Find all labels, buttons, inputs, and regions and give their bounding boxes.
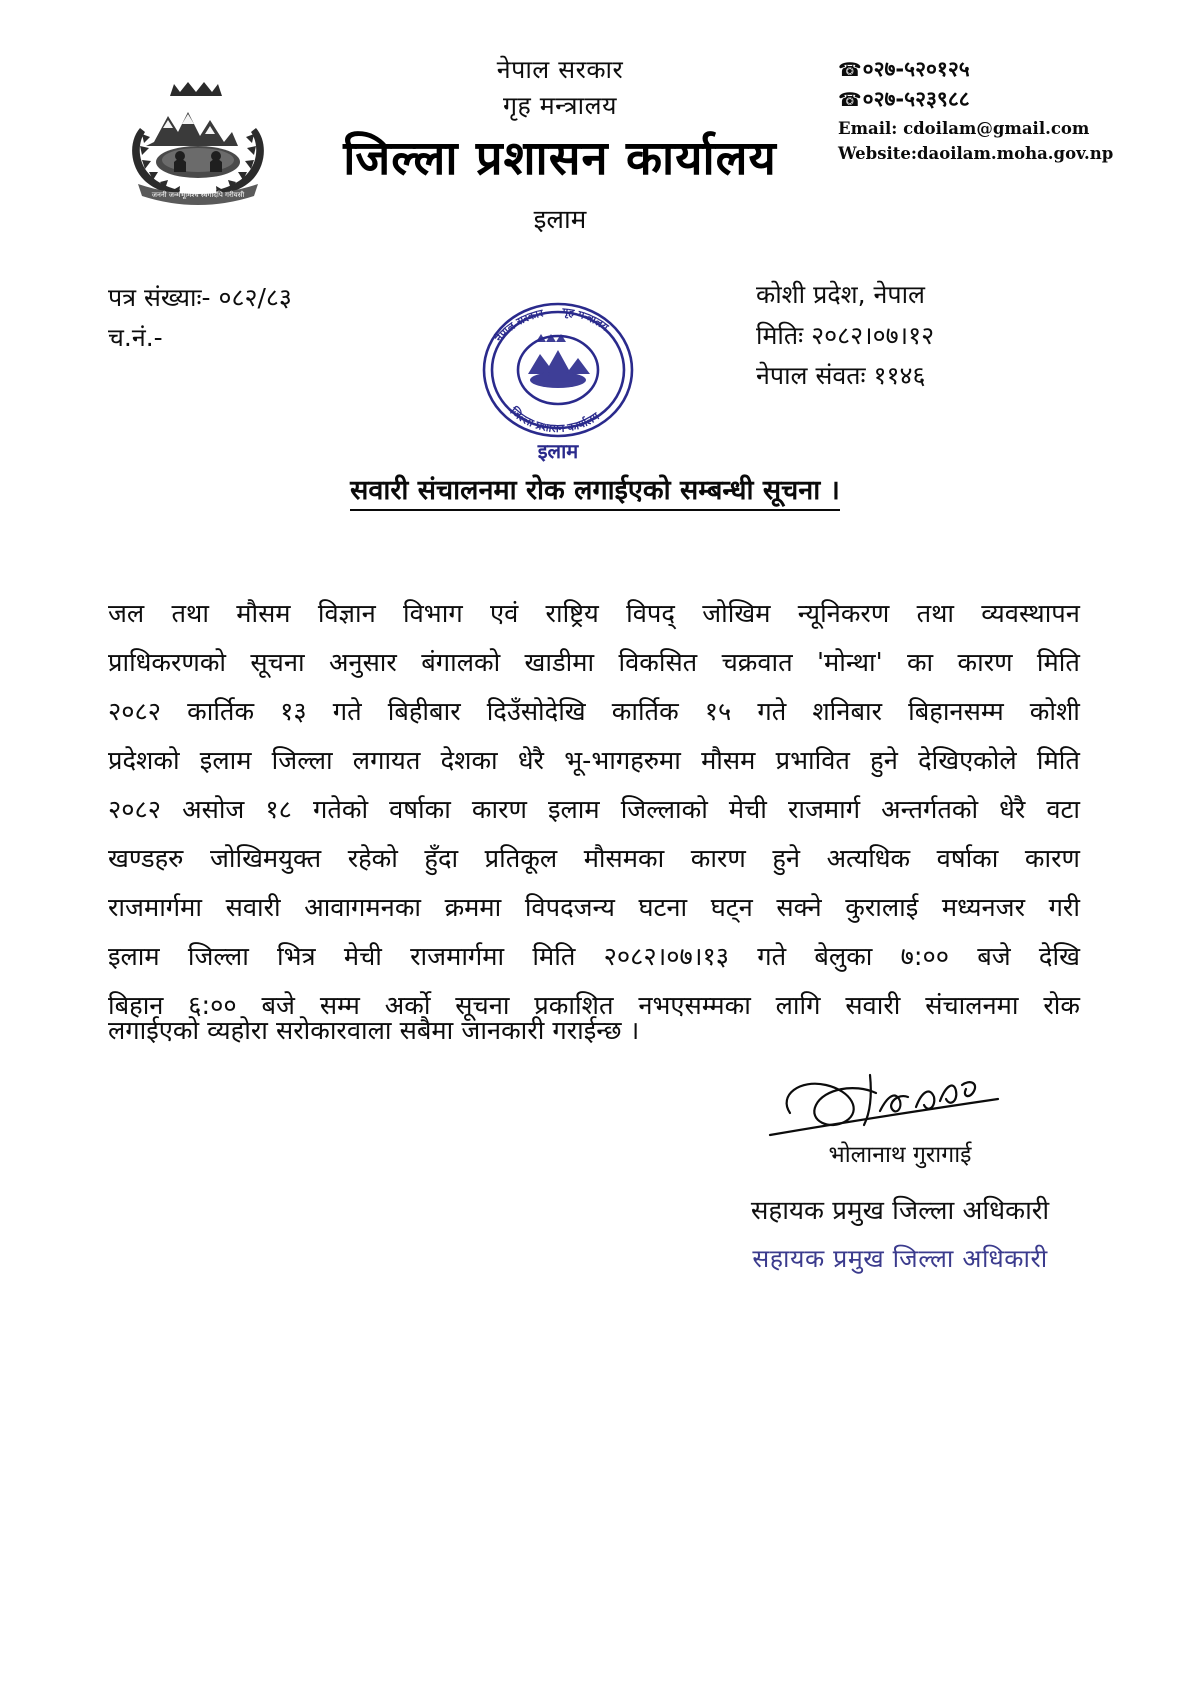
- body-line: [108, 725, 1080, 774]
- body-word: अन्तर्गतको: [881, 794, 979, 825]
- body-word: जल: [108, 598, 145, 629]
- notice-subject-heading: [0, 470, 1190, 507]
- body-word: हुँदा: [424, 843, 459, 874]
- nepal-government-emblem-icon: [118, 70, 278, 215]
- body-word: कारण: [1024, 843, 1080, 874]
- body-word: संचालनमा: [925, 990, 1019, 1021]
- body-word: देखि: [1038, 941, 1080, 972]
- body-word: बंगालको: [421, 647, 501, 678]
- body-word: मौसम: [701, 745, 756, 776]
- body-word: धेरै: [999, 794, 1026, 825]
- body-line: [108, 823, 1080, 872]
- official-office-seal-icon: [458, 282, 658, 452]
- body-line: [108, 970, 1080, 1019]
- body-word: सवारी: [845, 990, 901, 1021]
- body-word: वटा: [1046, 794, 1080, 825]
- seal-text-top: नेपाल सरकार: [493, 307, 545, 345]
- seal-text-ministry: गृह मन्त्रालय: [561, 306, 611, 334]
- body-word: हुने: [870, 745, 898, 776]
- body-word: असोज: [182, 794, 245, 825]
- body-word: का: [906, 647, 934, 678]
- body-word: २०८२।०७।१३: [603, 941, 730, 972]
- body-word: बिहानसम्म: [908, 696, 1004, 727]
- body-word: एवं: [489, 598, 519, 629]
- body-word: रोक: [1043, 990, 1080, 1021]
- body-word: कारण: [957, 647, 1013, 678]
- body-line: [108, 872, 1080, 921]
- body-line: [108, 627, 1080, 676]
- government-name-line-1: नेपाल सरकार: [496, 55, 624, 84]
- body-word: जिल्ला: [271, 745, 333, 776]
- ministry-name-line-2: गृह मन्त्रालय: [502, 91, 618, 121]
- body-word: बजे: [261, 990, 295, 1021]
- body-word: लगायत: [352, 745, 421, 776]
- body-word: भित्र: [277, 941, 316, 972]
- body-word: नभएसम्मका: [638, 990, 751, 1021]
- body-word: मेची: [343, 941, 382, 972]
- phone-number-2-row: [838, 85, 1168, 115]
- body-word: मौसमका: [583, 843, 665, 874]
- body-word: कार्तिक: [611, 696, 679, 727]
- body-word: कारण: [471, 794, 527, 825]
- contact-information-block: [838, 55, 1168, 165]
- document-header: [0, 0, 1190, 270]
- nepal-sambat-date: नेपाल संवतः ११४६: [756, 361, 926, 390]
- bikram-sambat-date: मितिः २०८२।०७।१२: [756, 320, 935, 350]
- body-word: देशका: [440, 745, 498, 776]
- body-word: 'मोन्था': [817, 647, 883, 678]
- body-word: राजमार्गमा: [410, 941, 505, 972]
- handwritten-signature-icon: [700, 1055, 1100, 1135]
- body-word: प्रभावित: [775, 745, 850, 776]
- body-word: बिहान: [108, 990, 164, 1021]
- body-word: बेलुका: [814, 941, 873, 972]
- body-word: बजे: [977, 941, 1011, 972]
- body-word: गरी: [1048, 892, 1080, 923]
- body-word: जिल्ला: [187, 941, 249, 972]
- body-word: वर्षाका: [936, 843, 999, 874]
- chalani-number: च.नं.-: [108, 323, 163, 352]
- date-and-province-block: [756, 275, 934, 397]
- body-word: वर्षाका: [389, 794, 451, 825]
- designation-rubber-stamp: सहायक प्रमुख जिल्ला अधिकारी: [752, 1244, 1048, 1273]
- phone-number-2: ०२७-५२३९८८: [862, 86, 970, 111]
- body-line: [108, 921, 1080, 970]
- svg-text:जननी जन्मभूमिश्च स्वर्गादपि गर: जननी जन्मभूमिश्च स्वर्गादपि गरीयसी: [151, 191, 245, 199]
- body-word: प्राधिकरणको: [108, 647, 227, 678]
- website-address: Website:daoilam.moha.gov.np: [838, 144, 1114, 164]
- body-word: गते: [332, 696, 362, 727]
- body-word: मिति: [1036, 745, 1080, 776]
- body-word: देखिएकोले: [918, 745, 1017, 776]
- body-word: दिउँसोदेखि: [486, 696, 586, 727]
- seal-district-label: इलाम: [537, 439, 579, 463]
- body-word: इलाम: [547, 794, 600, 825]
- body-word: सक्ने: [776, 892, 822, 923]
- body-line: [108, 774, 1080, 823]
- body-word: २०८२: [108, 794, 162, 825]
- body-word: सूचना: [250, 647, 305, 678]
- body-word: इलाम: [108, 941, 160, 972]
- email-address: Email: cdoilam@gmail.com: [838, 118, 1090, 138]
- letter-reference-block: [108, 278, 292, 358]
- body-line: [108, 676, 1080, 725]
- header-center-block: [300, 52, 820, 236]
- body-word: चक्रवात: [721, 647, 793, 678]
- body-word: ६:००: [188, 990, 237, 1021]
- body-word: क्रममा: [444, 892, 502, 923]
- body-word: घटना: [638, 892, 688, 923]
- body-word: राजमार्गमा: [108, 892, 203, 923]
- body-word: लागि: [775, 990, 821, 1021]
- body-word: २०८२: [108, 696, 162, 727]
- body-word: राजमार्ग: [787, 794, 861, 825]
- body-line: [108, 578, 1080, 627]
- body-word: मिति: [532, 941, 576, 972]
- body-word: रहेको: [347, 843, 398, 874]
- body-word: न्यूनिकरण: [797, 598, 890, 629]
- body-word: १८: [265, 794, 292, 825]
- body-word: प्रदेशको: [108, 745, 180, 776]
- svg-text:गृह मन्त्रालय: [561, 306, 612, 334]
- body-word: कुरालाई: [845, 892, 919, 923]
- body-word: मौसम: [236, 598, 291, 629]
- seal-text-office: जिल्ला प्रशासन कार्यालय: [507, 404, 602, 436]
- body-word: १५: [704, 696, 732, 727]
- district-name: इलाम: [533, 205, 587, 236]
- office-title: जिल्ला प्रशासन कार्यालय: [343, 130, 777, 186]
- body-word: तथा: [171, 598, 209, 629]
- body-word: गते: [757, 696, 787, 727]
- body-word: सम्म: [319, 990, 360, 1021]
- body-word: विकसित: [618, 647, 698, 678]
- phone-number-1-row: [838, 55, 1168, 85]
- body-word: शनिबार: [812, 696, 883, 727]
- body-word: विपद्: [626, 598, 675, 629]
- body-word: व्यवस्थापन: [981, 598, 1080, 629]
- body-word: ७:००: [900, 941, 949, 972]
- body-word: धेरै: [517, 745, 544, 776]
- body-word: कारण: [690, 843, 746, 874]
- body-word: प्रकाशित: [534, 990, 614, 1021]
- body-word: हुने: [772, 843, 801, 874]
- body-word: राष्ट्रिय: [545, 598, 599, 629]
- body-word: बिहीबार: [387, 696, 461, 727]
- body-word: इलाम: [199, 745, 252, 776]
- body-word: जिल्लाको: [620, 794, 708, 825]
- body-line-text: लगाईएको व्यहोरा सरोकारवाला सबैमा जानकारी गराईन्छ ।: [108, 1016, 640, 1046]
- body-word: कार्तिक: [187, 696, 255, 727]
- letter-number: पत्र संख्याः- ०८२/८३: [108, 283, 292, 312]
- signature-block: [700, 1055, 1100, 1275]
- province-name: कोशी प्रदेश, नेपाल: [756, 280, 925, 309]
- notice-body-paragraph: [108, 578, 1080, 1068]
- phone-number-1: ०२७-५२०१२५: [862, 57, 970, 81]
- body-word: आवागमनका: [304, 892, 422, 923]
- body-word: विपदजन्य: [524, 892, 615, 923]
- body-word: मेची: [728, 794, 767, 825]
- body-word: खाडीमा: [524, 647, 595, 678]
- body-word: प्रतिकूल: [484, 843, 558, 874]
- body-word: १३: [280, 696, 307, 727]
- body-word: सूचना: [455, 990, 510, 1021]
- body-word: अर्को: [384, 990, 431, 1021]
- body-word: तथा: [916, 598, 955, 629]
- body-word: भू-भागहरुमा: [564, 745, 681, 776]
- body-word: मध्यनजर: [941, 892, 1026, 923]
- telephone-icon: ☎: [838, 59, 862, 81]
- telephone-icon-2: ☎: [838, 88, 862, 111]
- signatory-name: भोलानाथ गुरागाई: [828, 1142, 972, 1168]
- body-word: जोखिमयुक्त: [209, 843, 322, 874]
- body-word: गतेको: [312, 794, 369, 825]
- notice-subject-text: सवारी संचालनमा रोक लगाईएको सम्बन्धी सूचना ।: [350, 475, 840, 511]
- body-word: कोशी: [1029, 696, 1080, 727]
- body-word: विभाग: [403, 598, 463, 629]
- body-word: जोखिम: [702, 598, 771, 629]
- body-word: अत्यधिक: [826, 843, 911, 874]
- body-word: मिति: [1036, 647, 1080, 678]
- body-word: खण्डहरु: [108, 843, 184, 874]
- body-word: सवारी: [225, 892, 281, 923]
- body-word: अनुसार: [328, 647, 397, 678]
- body-word: विज्ञान: [317, 598, 376, 629]
- body-word: गते: [757, 941, 787, 972]
- body-word: घट्न: [710, 892, 753, 923]
- signatory-designation: सहायक प्रमुख जिल्ला अधिकारी: [750, 1196, 1050, 1226]
